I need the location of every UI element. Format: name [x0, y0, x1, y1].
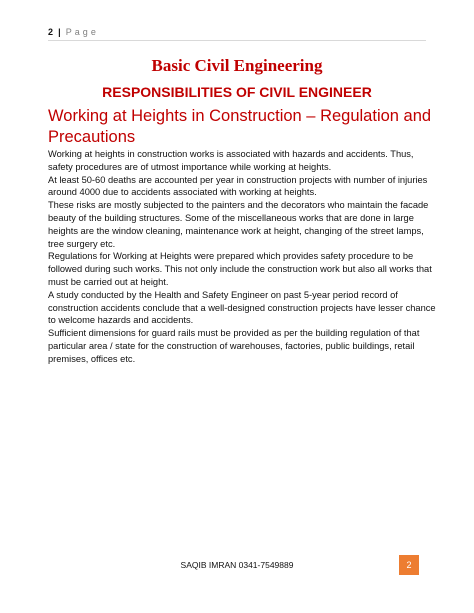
subheading: Working at Heights in Construction – Regulation and Precautions [48, 107, 432, 146]
paragraph: A study conducted by the Health and Safety Engineer on past 5-year period record of construction accidents conclude that a well-designed construction projects have lesser chance to welcome hazards and accidents. [48, 289, 436, 326]
header-page-word: P a g e [65, 27, 97, 37]
section-title: RESPONSIBILITIES OF CIVIL ENGINEER [102, 84, 372, 100]
paragraph: Working at heights in construction works is associated with hazards and accidents. Thus, safety procedures are of utmost importance while working at heights. [48, 149, 414, 172]
page-number-badge: 2 [399, 555, 419, 575]
footer-author: SAQIB IMRAN 0341-7549889 [180, 560, 294, 570]
paragraph: At least 50-60 deaths are accounted per year in construction projects with number of injuries around 4000 due to accidents associated with working at heights. [48, 174, 428, 198]
paragraph: These risks are mostly subjected to the painters and the decorators who maintain the facade beauty of the building structures. Some of the miscellaneous works that are done in large heights are the window cleaning, maintenance work at height, changing of the street lamps, tree surgery etc. [48, 200, 429, 249]
header-separator: | [58, 27, 61, 37]
header-page-number: 2 [48, 27, 54, 37]
paragraph: Sufficient dimensions for guard rails must be provided as per the building regulation of that particular area / state for the construction of warehouses, factories, public buildings, retail premises, offices etc. [48, 328, 420, 364]
page-header [48, 27, 426, 41]
body-text [48, 148, 440, 366]
document-title: Basic Civil Engineering [151, 56, 323, 75]
paragraph: Regulations for Working at Heights were prepared which provides safety procedure to be followed during such works. This not only include the construction work but also all works that must be carried out at height. [48, 251, 432, 287]
